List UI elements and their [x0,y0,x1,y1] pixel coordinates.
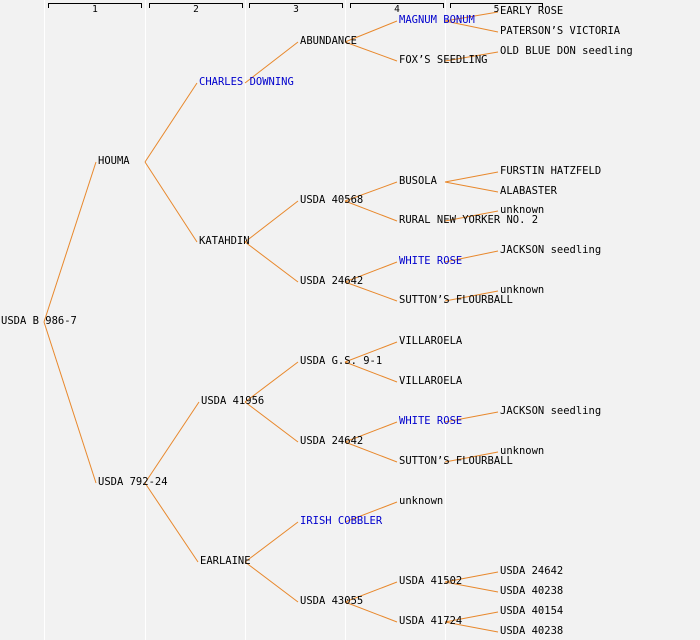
pedigree-edge-line [445,182,498,192]
pedigree-node-link[interactable]: CHARLES DOWNING [199,76,294,88]
pedigree-node-label: VILLAROELA [399,375,463,387]
pedigree-edge-line [245,242,298,282]
pedigree-edge-line [445,172,498,182]
pedigree-node-label: USDA 792-24 [98,476,168,488]
pedigree-edge-line [245,402,298,442]
pedigree-node-label: JACKSON seedling [500,405,602,417]
pedigree-node-label: JACKSON seedling [500,244,602,256]
pedigree-node-link[interactable]: IRISH COBBLER [300,515,383,527]
pedigree-node-label: FURSTIN HATZFELD [500,165,602,177]
pedigree-node-label: USDA 40238 [500,585,564,597]
pedigree-node-label: unknown [399,495,444,507]
pedigree-node-label: USDA 40568 [300,194,364,206]
generation-label: 5 [493,4,500,15]
pedigree-node-label: USDA B 986-7 [1,315,77,327]
pedigree-edge-line [44,322,96,483]
generation-label: 4 [394,4,400,15]
pedigree-node-label: USDA 24642 [300,275,364,287]
pedigree-node-label: USDA 40238 [500,625,564,637]
pedigree-edge-line [245,562,298,602]
generation-bracket [350,3,444,15]
pedigree-node-label: VILLAROELA [399,335,463,347]
pedigree-node-label: RURAL NEW YORKER NO. 2 [399,214,539,226]
pedigree-node-label: EARLY ROSE [500,5,564,17]
pedigree-node-link[interactable]: WHITE ROSE [399,415,463,427]
generation-bracket [48,3,142,15]
pedigree-node-label: SUTTON’S FLOURBALL [399,455,513,467]
pedigree-node-link[interactable]: WHITE ROSE [399,255,463,267]
pedigree-edge-line [145,162,197,242]
pedigree-node-label: unknown [500,445,545,457]
pedigree-node-label: USDA 40154 [500,605,564,617]
pedigree-node-label: SUTTON’S FLOURBALL [399,294,513,306]
pedigree-edge-line [145,402,199,483]
generation-label: 2 [193,4,199,15]
pedigree-node-link[interactable]: MAGNUM BONUM [399,14,475,26]
pedigree-node-label: FOX’S SEEDLING [399,54,488,66]
pedigree-node-label: BUSOLA [399,175,437,187]
pedigree-node-label: USDA 41502 [399,575,463,587]
generation-label: 1 [92,4,98,15]
generation-bracket [149,3,243,15]
pedigree-node-label: USDA 24642 [300,435,364,447]
pedigree-node-label: ALABASTER [500,185,557,197]
pedigree-node-label: USDA 41724 [399,615,463,627]
pedigree-node-label: ABUNDANCE [300,35,357,47]
pedigree-node-label: USDA 24642 [500,565,564,577]
pedigree-edge-line [145,483,198,562]
pedigree-node-label: USDA 41956 [201,395,265,407]
pedigree-node-label: KATAHDIN [199,235,250,247]
pedigree-node-label: EARLAINE [200,555,251,567]
pedigree-node-label: HOUMA [98,155,130,167]
pedigree-node-label: USDA G.S. 9-1 [300,355,383,367]
pedigree-edge-line [245,201,298,242]
generation-bracket [249,3,343,15]
pedigree-node-label: unknown [500,284,545,296]
pedigree-edge-line [245,522,298,562]
generation-label: 3 [293,4,299,15]
pedigree-node-label: USDA 43055 [300,595,364,607]
pedigree-node-label: OLD BLUE DON seedling [500,45,633,57]
pedigree-node-label: PATERSON’S VICTORIA [500,25,621,37]
pedigree-node-label: unknown [500,204,545,216]
pedigree-edge-line [145,83,197,162]
pedigree-edge-line [44,162,96,322]
